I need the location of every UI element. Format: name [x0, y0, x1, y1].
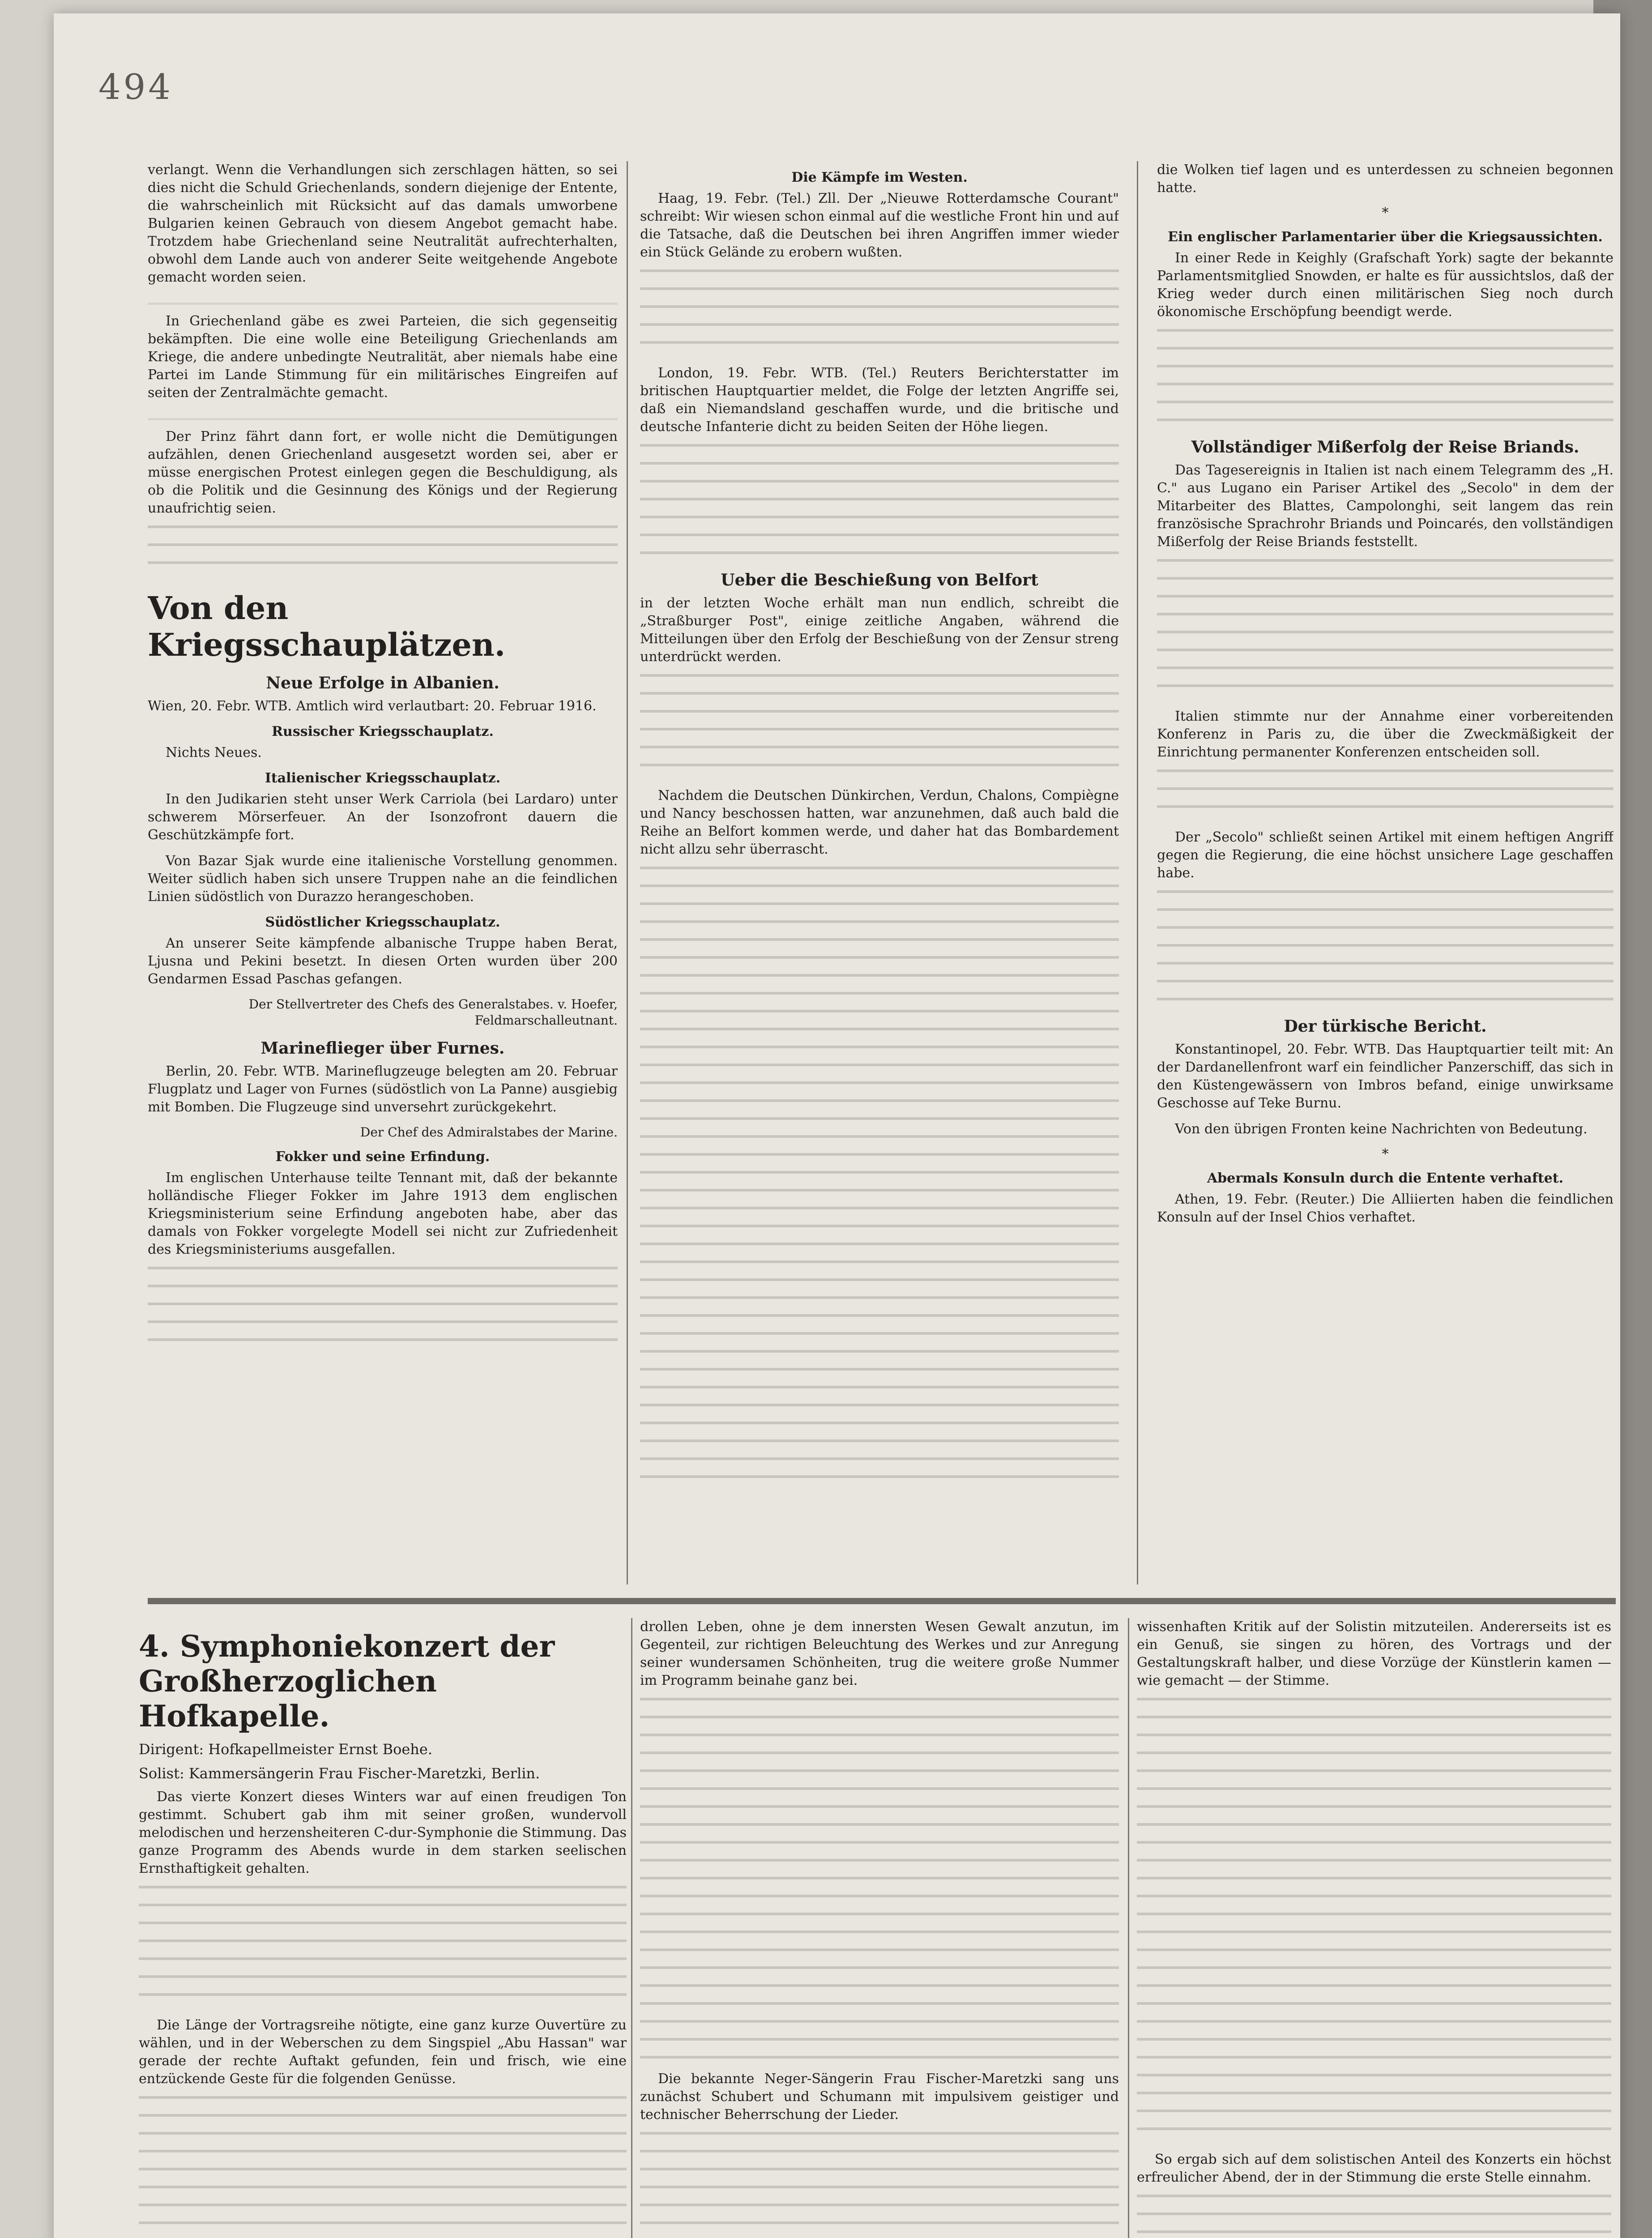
- section-rule: [148, 1598, 1616, 1604]
- article-paragraph: Italien stimmte nur der Annahme einer vorbereitenden Konferenz in Paris zu, die über die Zweckmäßigkeit der Einrichtung permanenter Konferenzen entscheiden soll.: [1157, 709, 1614, 760]
- column-3: [1157, 161, 1614, 1585]
- concert-column-3: [1137, 1618, 1611, 2238]
- article-paragraph: in der letzten Woche erhält man nun endlich, schreibt die „Straßburger Post", einige zeitliche Angaben, während die Mitteilungen über den Erfolg der Beschießung von der Zensur streng unterdrückt werden.: [640, 595, 1119, 665]
- review-paragraph: So ergab sich auf dem solistischen Anteil des Konzerts ein höchst erfreulicher Abend, der in der Stimmung die erste Stelle einnahm.: [1137, 2152, 1611, 2185]
- column-1: [148, 161, 618, 1513]
- text-lines: [640, 2132, 1119, 2238]
- separator-asterisk: *: [1382, 1146, 1389, 1162]
- column-rule: [631, 1618, 632, 2238]
- review-paragraph: Die Länge der Vortragsreihe nötigte, eine ganz kurze Ouvertüre zu wählen, und in der Weberschen zu dem Singspiel „Abu Hassan" war gerade der rechte Auftakt gefunden, fein und frisch, wie eine entzückende Geste für die folgenden Genüsse.: [139, 2017, 627, 2087]
- article-heading: Abermals Konsuln durch die Entente verhaftet.: [1207, 1170, 1564, 1186]
- theater-heading: Südöstlicher Kriegsschauplatz.: [265, 914, 500, 930]
- article-paragraph: Nachdem die Deutschen Dünkirchen, Verdun, Chalons, Compiègne und Nancy beschossen hatten, war anzunehmen, daß auch bald die Reihe an Belfort kommen werde, und daher hat das Bombardement nicht allzu sehr überrascht.: [640, 788, 1119, 857]
- article-heading: Ueber die Beschießung von Belfort: [721, 571, 1038, 589]
- article-paragraph: Der „Secolo" schließt seinen Artikel mit einem heftigen Angriff gegen die Regierung, die eine höchst unsichere Lage geschaffen habe.: [1157, 829, 1614, 881]
- report-text: Berlin, 20. Febr. WTB. Marineflugzeuge belegten am 20. Februar Flugplatz und Lager von Furnes (südöstlich von La Panne) ausgiebig mit Bomben. Die Flugzeuge sind unversehrt zurückgekehrt.: [148, 1063, 618, 1115]
- text-lines: [148, 525, 618, 579]
- review-paragraph: wissenhaften Kritik auf der Solistin mitzuteilen. Andererseits ist es ein Genuß, sie singen zu hören, des Vortrags und der Gestaltungskraft halber, und diese Vorzüge der Künstlerin kamen — wie gemacht — der Stimme.: [1137, 1619, 1611, 1688]
- text-lines: [1157, 769, 1614, 823]
- article-heading: Marineflieger über Furnes.: [260, 1039, 505, 1058]
- report-text: In den Judikarien steht unser Werk Carriola (bei Lardaro) unter schwerem Mörserfeuer. An der Isonzofront dauern die Geschützkämpfe fort.: [148, 791, 618, 843]
- column-rule: [1137, 161, 1138, 1585]
- article-paragraph: Athen, 19. Febr. (Reuter.) Die Alliierten haben die feindlichen Konsuln auf der Insel Chios verhaftet.: [1157, 1192, 1614, 1225]
- article-heading: Die Kämpfe im Westen.: [791, 170, 968, 185]
- text-lines: [139, 1886, 627, 2011]
- article-paragraph: Der Prinz fährt dann fort, er wolle nicht die Demütigungen aufzählen, denen Griechenland ausgesetzt worden sei, aber er müsse energischen Protest einlegen gegen die Beschuldigung, als ob die Politik und die Gesinnung des Königs und der Regierung unaufrichtig seien.: [148, 429, 618, 516]
- text-lines: [640, 867, 1119, 1493]
- concert-column-1: [139, 1618, 627, 2238]
- signature: Der Chef des Admiralstabes der Marine.: [360, 1125, 618, 1140]
- concert-title: 4. Symphoniekonzert der Großherzoglichen Hofkapelle.: [139, 1629, 555, 1734]
- article-paragraph: Konstantinopel, 20. Febr. WTB. Das Hauptquartier teilt mit: An der Dardanellenfront warf ein feindlicher Panzerschiff, das sich in den Küstengewässern von Imbros befand, einige unwirksame Geschosse auf Teke Burnu.: [1157, 1042, 1614, 1111]
- text-lines: [1137, 2195, 1611, 2238]
- review-paragraph: Das vierte Konzert dieses Winters war auf einen freudigen Ton gestimmt. Schubert gab ihm mit seiner großen, wundervoll melodischen und herzensheiteren C-dur-Symphonie die Stimmung. Das ganze Programm des Abends wurde in dem starken seelischen Ernsthaftigkeit gehalten.: [139, 1789, 627, 1876]
- text-line: [148, 295, 618, 312]
- article-paragraph: Von den übrigen Fronten keine Nachrichten von Bedeutung.: [1175, 1121, 1588, 1137]
- article-heading: Der türkische Bericht.: [1284, 1017, 1487, 1036]
- report-text: Nichts Neues.: [166, 745, 262, 760]
- article-paragraph: die Wolken tief lagen und es unterdessen zu schneien begonnen hatte.: [1157, 162, 1614, 196]
- report-text: An unserer Seite kämpfende albanische Truppe haben Berat, Ljusna und Pekini besetzt. In diesen Orten wurden über 200 Gendarmen Essad Paschas gefangen.: [148, 935, 618, 987]
- dateline: Wien, 20. Febr. WTB. Amtlich wird verlautbart: 20. Februar 1916.: [148, 698, 597, 714]
- signature: Der Stellvertreter des Chefs des Generalstabes. v. Hoefer, Feldmarschalleutnant.: [248, 997, 618, 1028]
- column-2: [640, 161, 1119, 1585]
- text-lines: [640, 444, 1119, 560]
- text-lines: [640, 674, 1119, 782]
- column-rule: [627, 161, 628, 1585]
- theater-heading: Italienischer Kriegsschauplatz.: [265, 770, 501, 786]
- article-paragraph: London, 19. Febr. WTB. (Tel.) Reuters Berichterstatter im britischen Hauptquartier meldet, die Folge der letzten Angriffe sei, daß ein Niemandsland geschaffen wurde, und die britische und deutsche Infanterie dicht zu beiden Seiten der Höhe liegen.: [640, 365, 1119, 435]
- column-rule: [1128, 1618, 1129, 2238]
- text-lines: [148, 1267, 618, 1356]
- text-lines: [1157, 559, 1614, 702]
- article-paragraph: Im englischen Unterhause teilte Tennant mit, daß der bekannte holländische Flieger Fokker im Jahre 1913 dem englischen Kriegsministerium seine Erfindung angeboten habe, aber das damals von Fokker vorgelegte Modell sei nicht zur Zufriedenheit des Kriegsministeriums ausgefallen.: [148, 1170, 618, 1257]
- article-heading: Ein englischer Parlamentarier über die Kriegsaussichten.: [1168, 229, 1603, 245]
- section-title: Von den Kriegsschauplätzen.: [148, 589, 506, 663]
- section-subtitle: Neue Erfolge in Albanien.: [266, 674, 499, 692]
- article-paragraph: Das Tagesereignis in Italien ist nach einem Telegramm des „H. C." aus Lugano ein Pariser Artikel des „Secolo" in dem der Mitarbeiter des Blattes, Campolonghi, seit langem das rein französische Sprachrohr Briands und Poincarés, den vollständigen Mißerfolg der Reise Briands feststellt.: [1157, 462, 1614, 550]
- text-lines: [1157, 890, 1614, 1007]
- concert-soloist: Solist: Kammersängerin Frau Fischer-Maretzki, Berlin.: [139, 1765, 540, 1782]
- article-heading: Fokker und seine Erfindung.: [275, 1149, 490, 1165]
- article-paragraph: Haag, 19. Febr. (Tel.) Zll. Der „Nieuwe Rotterdamsche Courant" schreibt: Wir wiesen schon einmal auf die westliche Front hin und auf die Tatsache, daß die Deutschen bei ihren Angriffen immer wieder ein Stück Gelände zu erobern wußten.: [640, 191, 1119, 260]
- text-lines: [1157, 329, 1614, 427]
- concert-column-2: [640, 1618, 1119, 2238]
- text-lines: [1137, 1698, 1611, 2145]
- article-heading: Vollständiger Mißerfolg der Reise Briands.: [1191, 438, 1579, 457]
- review-paragraph: drollen Leben, ohne je dem innersten Wesen Gewalt anzutun, im Gegenteil, zur richtigen Beleuchtung des Werkes und zur Anregung seiner wundersamen Schönheiten, trug die weitere große Nummer im Programm beinahe ganz bei.: [640, 1619, 1119, 1688]
- article-paragraph: In Griechenland gäbe es zwei Parteien, die sich gegenseitig bekämpften. Die eine wolle eine Beteiligung Griechenlands am Kriege, die andere unbedingte Neutralität, aber niemals habe eine Partei im Lande Stimmung für ein militärisches Eingreifen auf seiten der Zentralmächte gemacht.: [148, 313, 618, 401]
- concert-conductor: Dirigent: Hofkapellmeister Ernst Boehe.: [139, 1741, 432, 1758]
- text-lines: [139, 2096, 627, 2238]
- theater-heading: Russischer Kriegsschauplatz.: [272, 724, 494, 739]
- text-lines: [640, 269, 1119, 359]
- text-lines: [640, 1698, 1119, 2065]
- page-number: 494: [98, 67, 173, 107]
- review-paragraph: Die bekannte Neger-Sängerin Frau Fischer-Maretzki sang uns zunächst Schubert und Schumann mit impulsivem geistiger und technischer Beherrschung der Lieder.: [640, 2071, 1119, 2123]
- report-text: Von Bazar Sjak wurde eine italienische Vorstellung genommen. Weiter südlich haben sich unsere Truppen nahe an die feindlichen Linien südöstlich von Durazzo herangeschoben.: [148, 853, 618, 905]
- text-line: [148, 410, 618, 428]
- article-paragraph: In einer Rede in Keighly (Grafschaft York) sagte der bekannte Parlamentsmitglied Snowden, er halte es für aussichtslos, daß der Krieg weder durch einen militärischen Sieg noch durch ökonomische Erschöpfung beendigt werde.: [1157, 250, 1614, 320]
- article-paragraph: verlangt. Wenn die Verhandlungen sich zerschlagen hätten, so sei dies nicht die Schuld Griechenlands, sondern diejenige der Entente, die wahrscheinlich mit Rücksicht auf das damals umworbene Bulgarien keinen Gebrauch von diesem Angebot gemacht habe. Trotzdem habe Griechenland seine Neutralität aufrechterhalten, obwohl dem Lande auch von anderer Seite weitgehende Angebote gemacht worden seien.: [148, 162, 618, 285]
- separator-asterisk: *: [1382, 205, 1389, 221]
